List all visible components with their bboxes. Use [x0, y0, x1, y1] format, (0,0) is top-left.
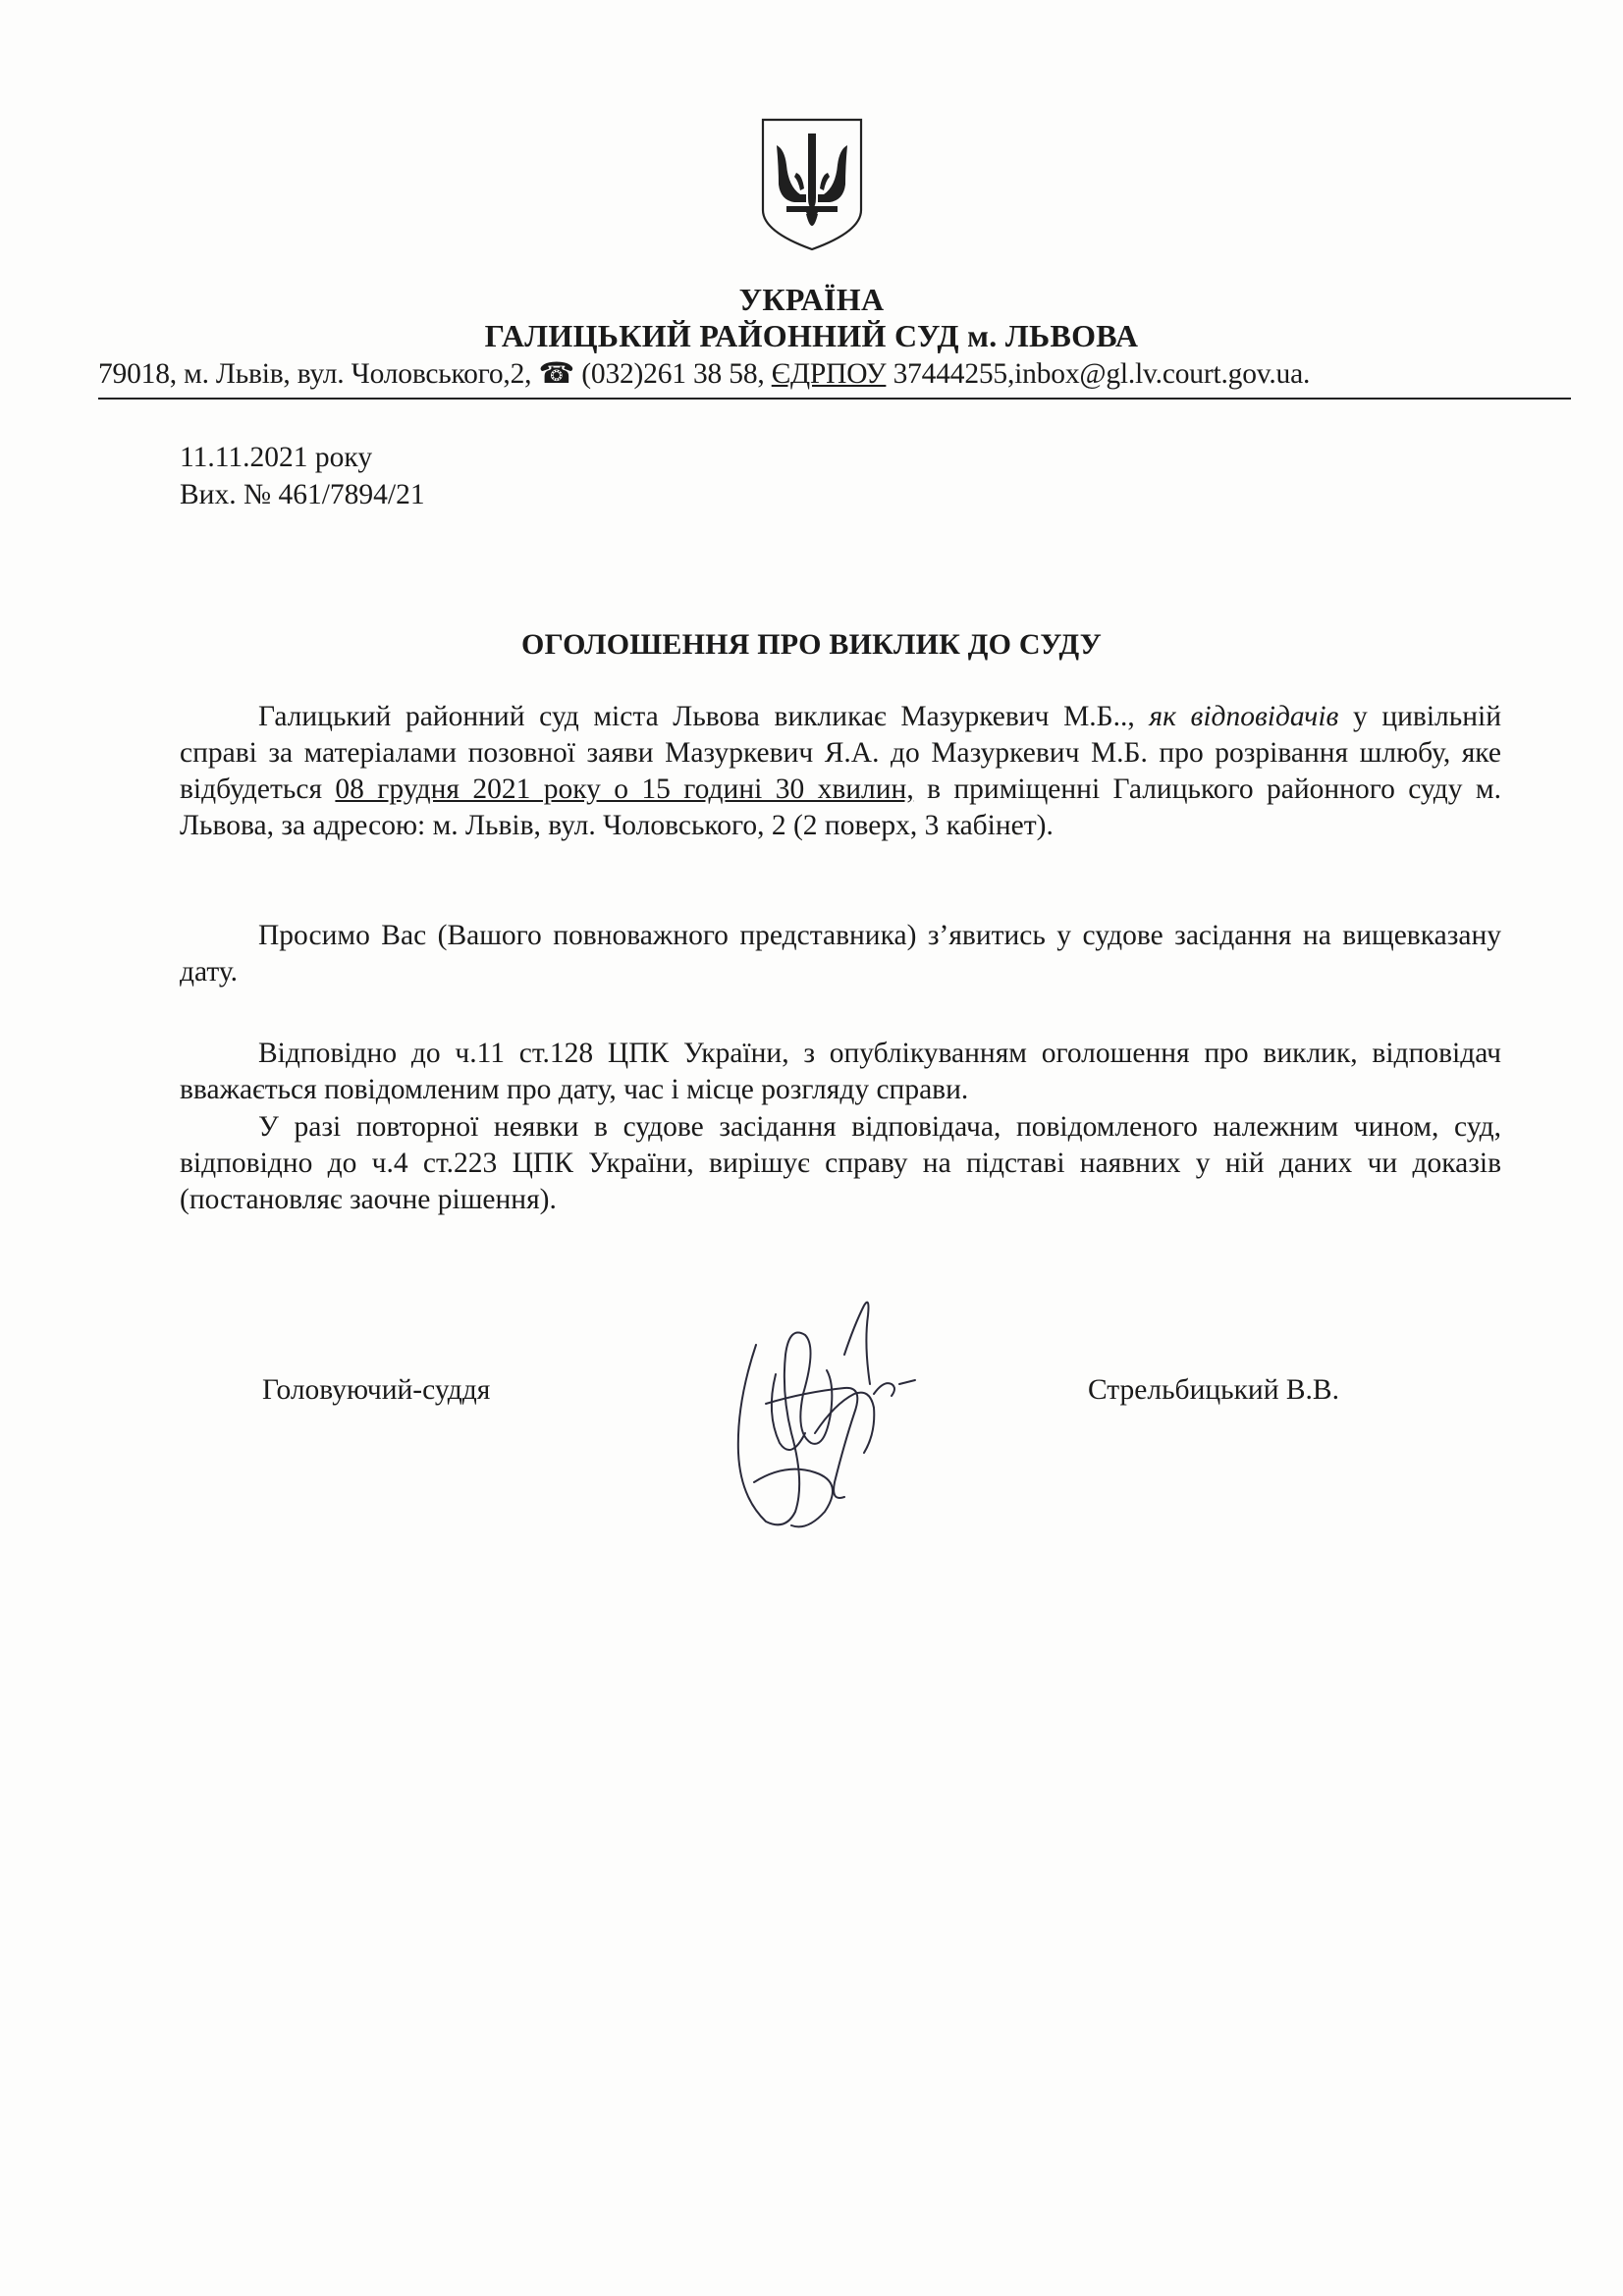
appearance-request-paragraph: Просимо Вас (Вашого повноважного представника) з’явитись у судове засідання на вищевказану дату. — [180, 920, 1501, 988]
court-email: inbox@gl.lv.court.gov.ua. — [1014, 358, 1311, 390]
document-title: ОГОЛОШЕННЯ ПРО ВИКЛИК ДО СУДУ — [521, 628, 1102, 661]
document-date: 11.11.2021 року — [180, 442, 373, 473]
defendant-role: як відповідачів — [1149, 701, 1339, 732]
judge-role: Головуючий-суддя — [262, 1374, 491, 1406]
trident-emblem-icon — [757, 116, 867, 253]
header-divider — [98, 398, 1571, 400]
court-address: 79018, м. Львів, вул. Чоловського,2, — [98, 358, 532, 390]
country-heading: УКРАЇНА — [738, 282, 885, 317]
default-judgment-paragraph: У разі повторної неявки в судове засідання відповідача, повідомленого належним чином, суд, відповідно до ч.4 ст.223 ЦПК України, вирішує справу на підставі наявних у ній даних чи доказів (постановляє заочне рішення). — [180, 1111, 1501, 1215]
court-name-heading: ГАЛИЦЬКИЙ РАЙОННИЙ СУД м. ЛЬВОВА — [484, 318, 1139, 353]
outgoing-number: Вих. № 461/7894/21 — [180, 479, 425, 510]
hearing-datetime: 08 грудня 2021 року о 15 годині 30 хвилин, — [335, 774, 914, 805]
summons-paragraph: Галицький районний суд міста Львова викликає Мазуркевич М.Б.., як відповідачів у цивільній справі за матеріалами позовної заяви Мазуркевич Я.А. до Мазуркевич М.Б. про розрівання шлюбу, яке відбудеться 08 грудня 2021 року о 15 годині 30 хвилин, в приміщенні Галицького районного суду м. Львова, за адресою: м. Львів, вул. Чоловського, 2 (2 поверх, 3 кабінет). — [180, 701, 1501, 841]
notification-paragraph: Відповідно до ч.11 ст.128 ЦПК України, з опублікуванням оголошення про виклик, відповідач вважається повідомленим про дату, час і місце розгляду справи. — [180, 1038, 1501, 1105]
court-phone: (032)261 38 58 — [581, 358, 758, 390]
court-contacts: 79018, м. Львів, вул. Чоловського,2, ☎ (032)261 38 58, ЄДРПОУ 37444255,inbox@gl.lv.court.gov.ua. — [98, 358, 1311, 390]
judge-name: Стрельбицький В.В. — [1088, 1374, 1339, 1406]
edrpou-value: 37444255 — [893, 358, 1007, 390]
edrpou-label: ЄДРПОУ — [771, 358, 887, 390]
handwritten-signature — [697, 1286, 923, 1541]
phone-icon: ☎ — [538, 358, 575, 390]
